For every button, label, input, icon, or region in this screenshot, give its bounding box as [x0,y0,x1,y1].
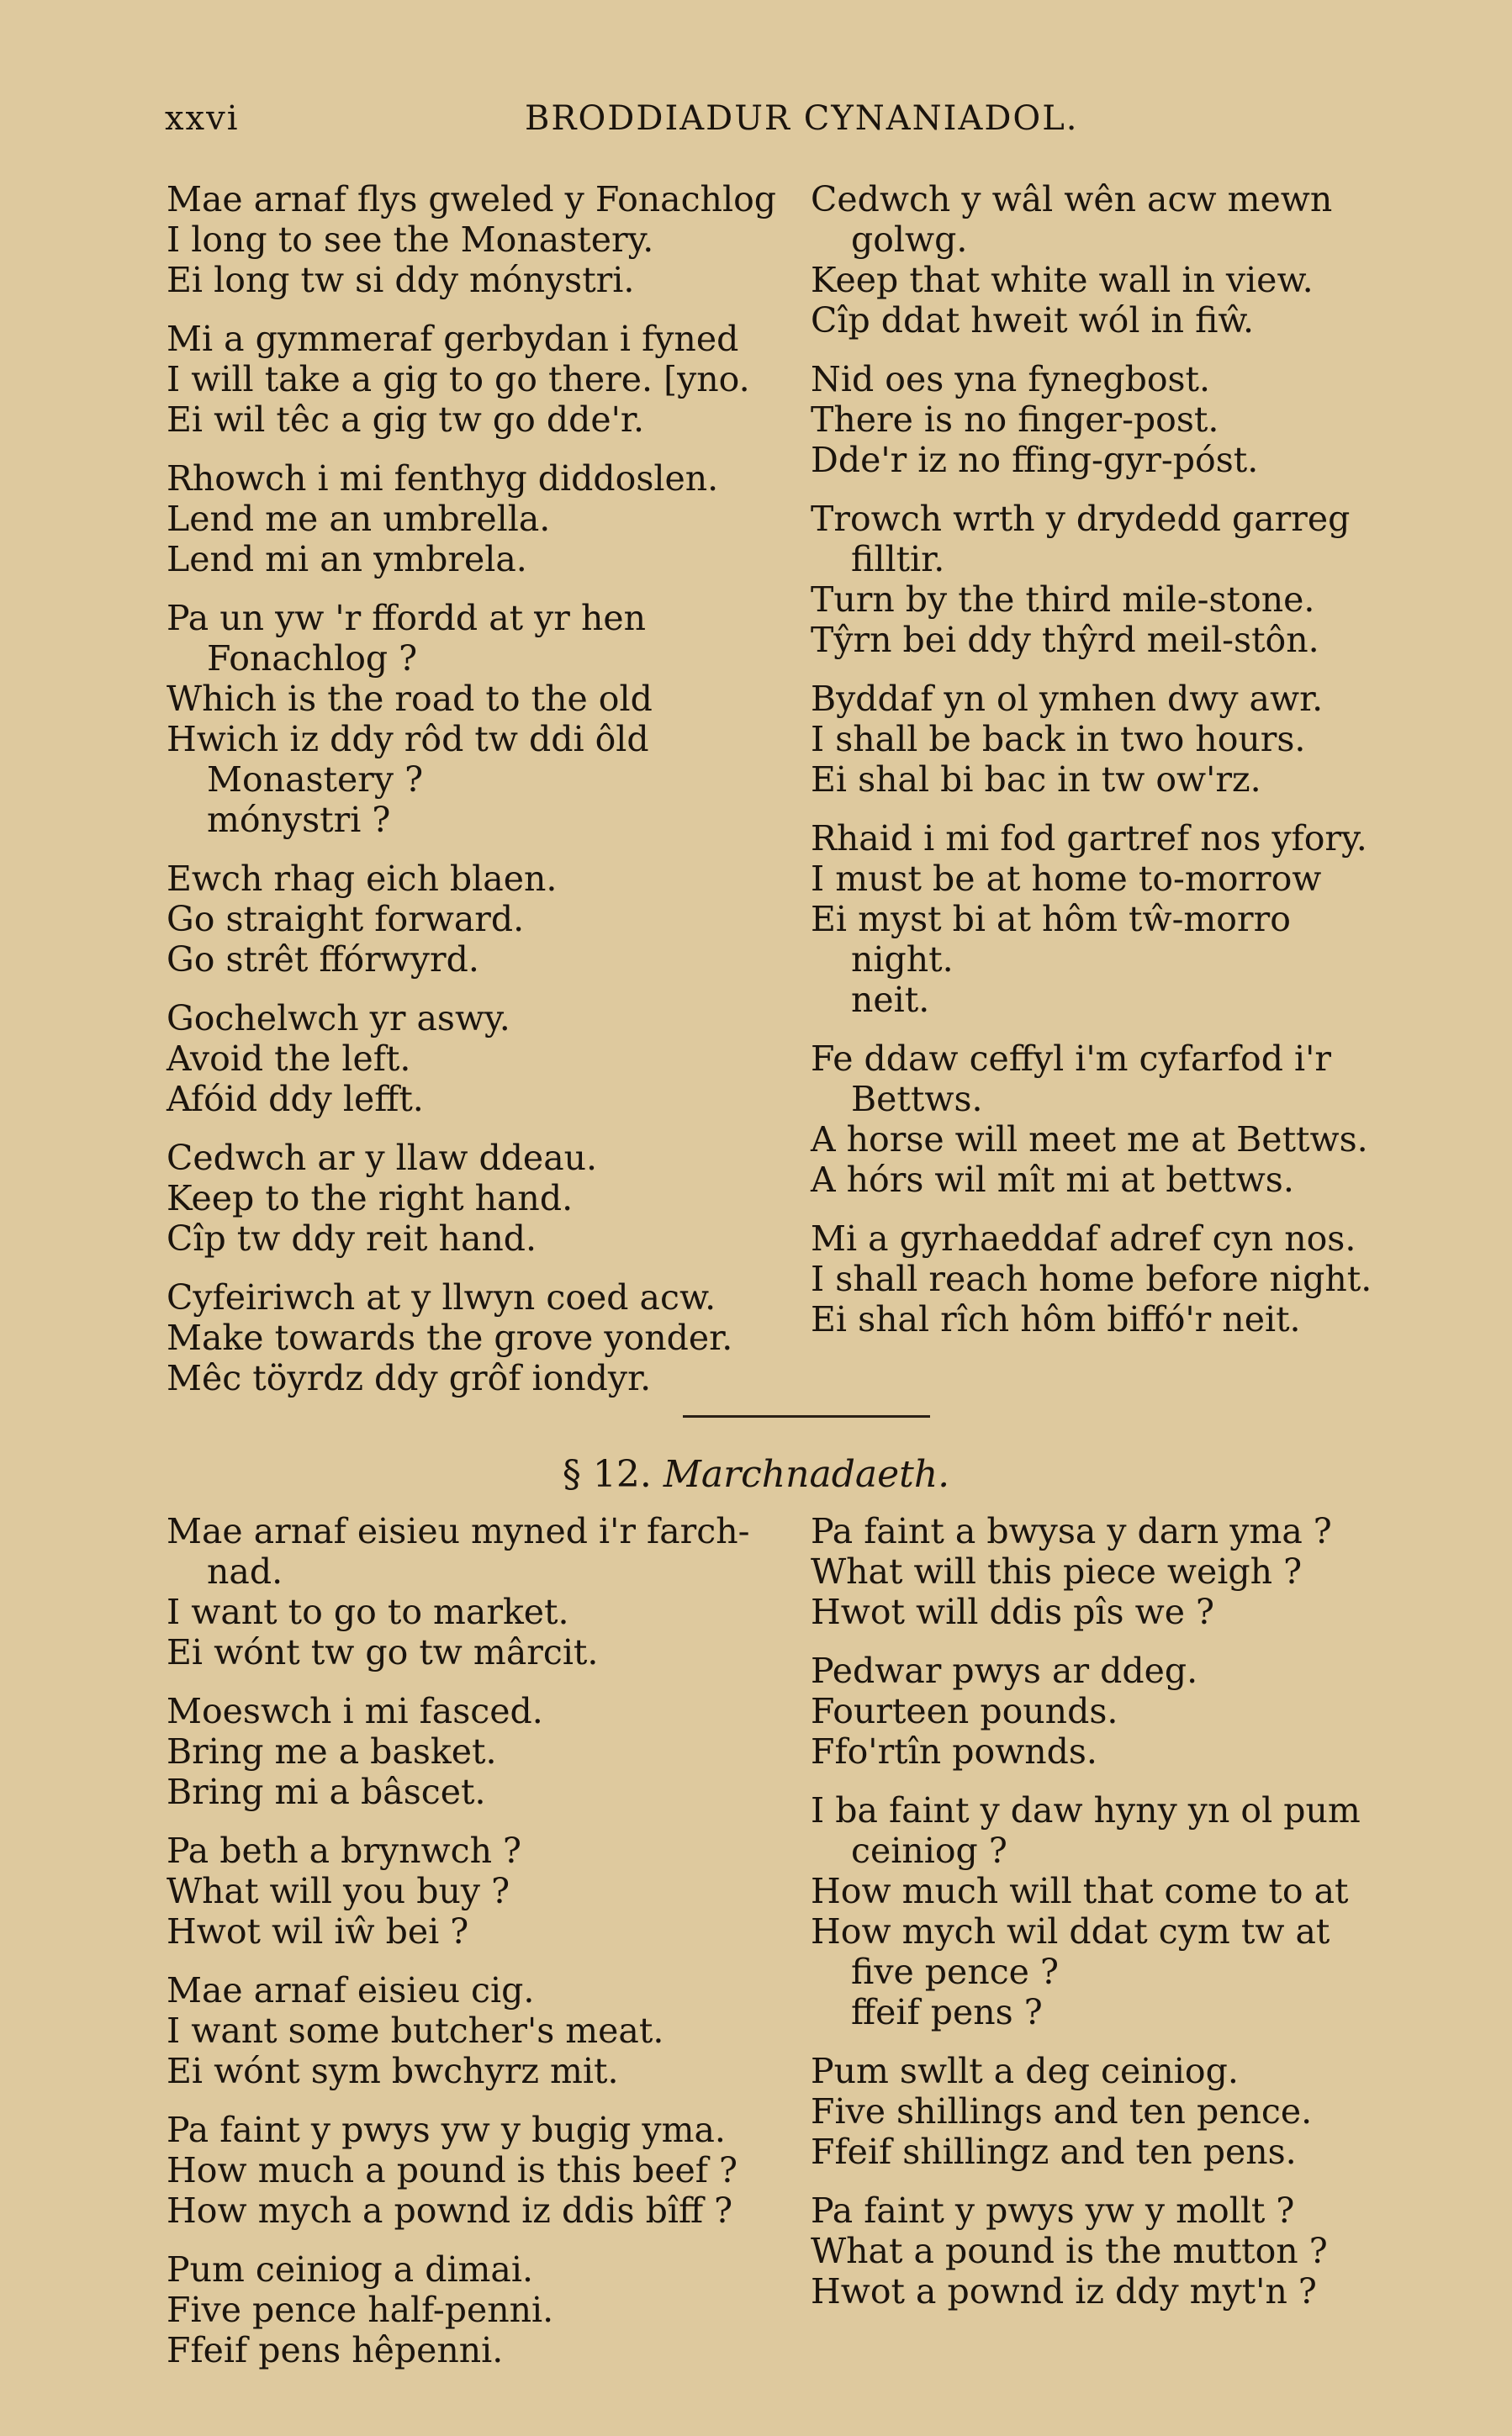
section-number: § 12. [562,1453,652,1496]
phrase-block [167,179,797,300]
phrase-line: Fonachlog ? [207,638,418,679]
phrase-line: I must be at home to-morrow [811,859,1322,899]
phrase-line: Hwich iz ddy rôd tw ddi ôld [167,719,649,759]
phrase-block [167,998,797,1119]
phrase-line: Pa faint a bwysa y darn yma ? [811,1511,1332,1551]
phrase-line: Ei wónt sym bwchyrz mit. [167,2051,619,2091]
phrase-line: What a pound is the mutton ? [811,2231,1328,2271]
phrase-line: Fourteen pounds. [811,1691,1118,1731]
phrase-line: Go straight forward. [167,899,525,939]
phrase-line: night. [851,939,954,980]
phrase-line: Ewch rhag eich blaen. [167,859,558,899]
phrase-line: A hórs wil mît mi at bettws. [811,1160,1294,1200]
phrase-line: Keep to the right hand. [167,1178,574,1218]
phrase-block [167,319,797,440]
phrase-block [811,1038,1433,1200]
phrase-line: Five pence half-penni. [167,2290,554,2330]
lower-right-column [811,1511,1433,2330]
phrase-line: Bring mi a bâscet. [167,1772,486,1812]
phrase-line: Bring me a basket. [167,1731,497,1772]
phrase-line: I ba faint y daw hyny yn ol pum [811,1790,1361,1831]
phrase-line: Mi a gyrhaeddaf adref cyn nos. [811,1218,1356,1259]
phrase-line: Monastery ? [207,759,424,800]
phrase-line: Ei wil têc a gig tw go dde'r. [167,399,644,440]
phrase-line: Cîp ddat hweit wól in fiŵ. [811,300,1255,341]
phrase-block [811,1218,1433,1340]
phrase-line: ffeif pens ? [851,1992,1043,2032]
phrase-line: There is no finger-post. [811,399,1219,440]
upper-left-column [167,179,797,1417]
phrase-line: Lend mi an ymbrela. [167,539,527,579]
phrase-line: Hwot will ddis pîs we ? [811,1592,1214,1632]
phrase-line: Ei wónt tw go tw mârcit. [167,1632,599,1672]
phrase-line: Nid oes yna fynegbost. [811,359,1211,399]
phrase-block [167,1691,797,1812]
phrase-block [811,499,1433,660]
phrase-block [167,1277,797,1398]
phrase-line: I shall reach home before night. [811,1259,1372,1299]
phrase-block [811,359,1433,480]
phrase-line: Gochelwch yr aswy. [167,998,510,1038]
phrase-line: Make towards the grove yonder. [167,1318,733,1358]
section-heading [0,1452,1512,1498]
phrase-block [811,179,1433,341]
phrase-line: golwg. [851,219,968,260]
phrase-line: Pa faint y pwys yw y bugig yma. [167,2110,726,2150]
phrase-line: I want to go to market. [167,1592,569,1632]
phrase-line: mónystri ? [207,800,391,840]
lower-left-column [167,1511,797,2389]
phrase-line: Rhaid i mi fod gartref nos yfory. [811,818,1367,859]
phrase-line: I long to see the Monastery. [167,219,654,260]
phrase-block [167,859,797,980]
phrase-line: Turn by the third mile-stone. [811,579,1315,620]
phrase-block [167,1511,797,1672]
section-title: Marchnadaeth. [663,1453,950,1496]
phrase-line: Ffo'rtîn pownds. [811,1731,1097,1772]
phrase-line: Hwot a pownd iz ddy myt'n ? [811,2271,1317,2312]
section-divider [683,1415,930,1418]
phrase-block [167,458,797,579]
phrase-line: Avoid the left. [167,1038,411,1079]
phrase-line: Pa un yw 'r ffordd at yr hen [167,598,647,638]
upper-right-column [811,179,1433,1358]
phrase-line: Pedwar pwys ar ddeg. [811,1651,1198,1691]
phrase-line: Moeswch i mi fasced. [167,1691,543,1731]
phrase-line: Which is the road to the old [167,679,653,719]
phrase-line: Fe ddaw ceffyl i'm cyfarfod i'r [811,1038,1331,1079]
phrase-line: Five shillings and ten pence. [811,2091,1313,2132]
phrase-block [167,598,797,840]
phrase-line: How much a pound is this beef ? [167,2150,737,2190]
phrase-line: Mi a gymmeraf gerbydan i fyned [167,319,739,359]
phrase-block [167,2110,797,2231]
phrase-block [811,2051,1433,2172]
running-title: BRODDIADUR CYNANIADOL. [525,99,1079,138]
phrase-line: Dde'r iz no ffing-gyr-póst. [811,440,1259,480]
phrase-line: Mae arnaf eisieu myned i'r farch- [167,1511,750,1551]
phrase-line: I shall be back in two hours. [811,719,1306,759]
phrase-line: Mae arnaf eisieu cig. [167,1970,535,2011]
phrase-block [167,1138,797,1259]
phrase-line: Rhowch i mi fenthyg diddoslen. [167,458,719,499]
phrase-line: nad. [207,1551,283,1592]
phrase-line: Keep that white wall in view. [811,260,1314,300]
phrase-line: I want some butcher's meat. [167,2011,664,2051]
phrase-line: Cyfeiriwch at y llwyn coed acw. [167,1277,716,1318]
phrase-block [167,2249,797,2370]
phrase-line: Ei myst bi at hôm tŵ-morro [811,899,1291,939]
phrase-block [167,1970,797,2091]
phrase-line: Ei shal rîch hôm biffó'r neit. [811,1299,1301,1340]
phrase-line: Cedwch ar y llaw ddeau. [167,1138,598,1178]
phrase-line: Hwot wil iŵ bei ? [167,1911,469,1952]
phrase-line: Ei shal bi bac in tw ow'rz. [811,759,1261,800]
phrase-line: Cîp tw ddy reit hand. [167,1218,537,1259]
phrase-line: Tŷrn bei ddy thŷrd meil-stôn. [811,620,1319,660]
phrase-block [167,1831,797,1952]
phrase-line: Trowch wrth y drydedd garreg [811,499,1351,539]
phrase-line: What will you buy ? [167,1871,510,1911]
phrase-line: What will this piece weigh ? [811,1551,1303,1592]
phrase-line: Pa faint y pwys yw y mollt ? [811,2190,1295,2231]
phrase-line: A horse will meet me at Bettws. [811,1119,1368,1160]
phrase-block [811,679,1433,800]
phrase-line: Bettws. [851,1079,983,1119]
phrase-line: filltir. [851,539,945,579]
phrase-line: How mych wil ddat cym tw at [811,1911,1330,1952]
phrase-block [811,818,1433,1020]
phrase-line: Afóid ddy lefft. [167,1079,424,1119]
phrase-line: Ffeif shillingz and ten pens. [811,2132,1297,2172]
phrase-line: Go strêt ffórwyrd. [167,939,479,980]
phrase-line: Pum swllt a deg ceiniog. [811,2051,1239,2091]
phrase-line: Pa beth a brynwch ? [167,1831,522,1871]
phrase-line: Ffeif pens hêpenni. [167,2330,504,2370]
phrase-block [811,1651,1433,1772]
phrase-block [811,2190,1433,2312]
phrase-line: ceiniog ? [851,1831,1007,1871]
phrase-line: How mych a pownd iz ddis bîff ? [167,2190,733,2231]
page-number: xxvi [165,99,240,138]
phrase-line: Mae arnaf flys gweled y Fonachlog [167,179,777,219]
phrase-line: neit. [851,980,930,1020]
phrase-line: I will take a gig to go there. [yno. [167,359,750,399]
phrase-line: five pence ? [851,1952,1059,1992]
phrase-line: Lend me an umbrella. [167,499,551,539]
phrase-line: Ei long tw si ddy mónystri. [167,260,635,300]
phrase-line: Byddaf yn ol ymhen dwy awr. [811,679,1324,719]
phrase-block [811,1790,1433,2032]
page-header [165,99,1468,150]
phrase-line: Mêc töyrdz ddy grôf iondyr. [167,1358,652,1398]
phrase-line: Cedwch y wâl wên acw mewn [811,179,1333,219]
phrase-line: How much will that come to at [811,1871,1349,1911]
phrase-line: Pum ceiniog a dimai. [167,2249,534,2290]
phrase-block [811,1511,1433,1632]
